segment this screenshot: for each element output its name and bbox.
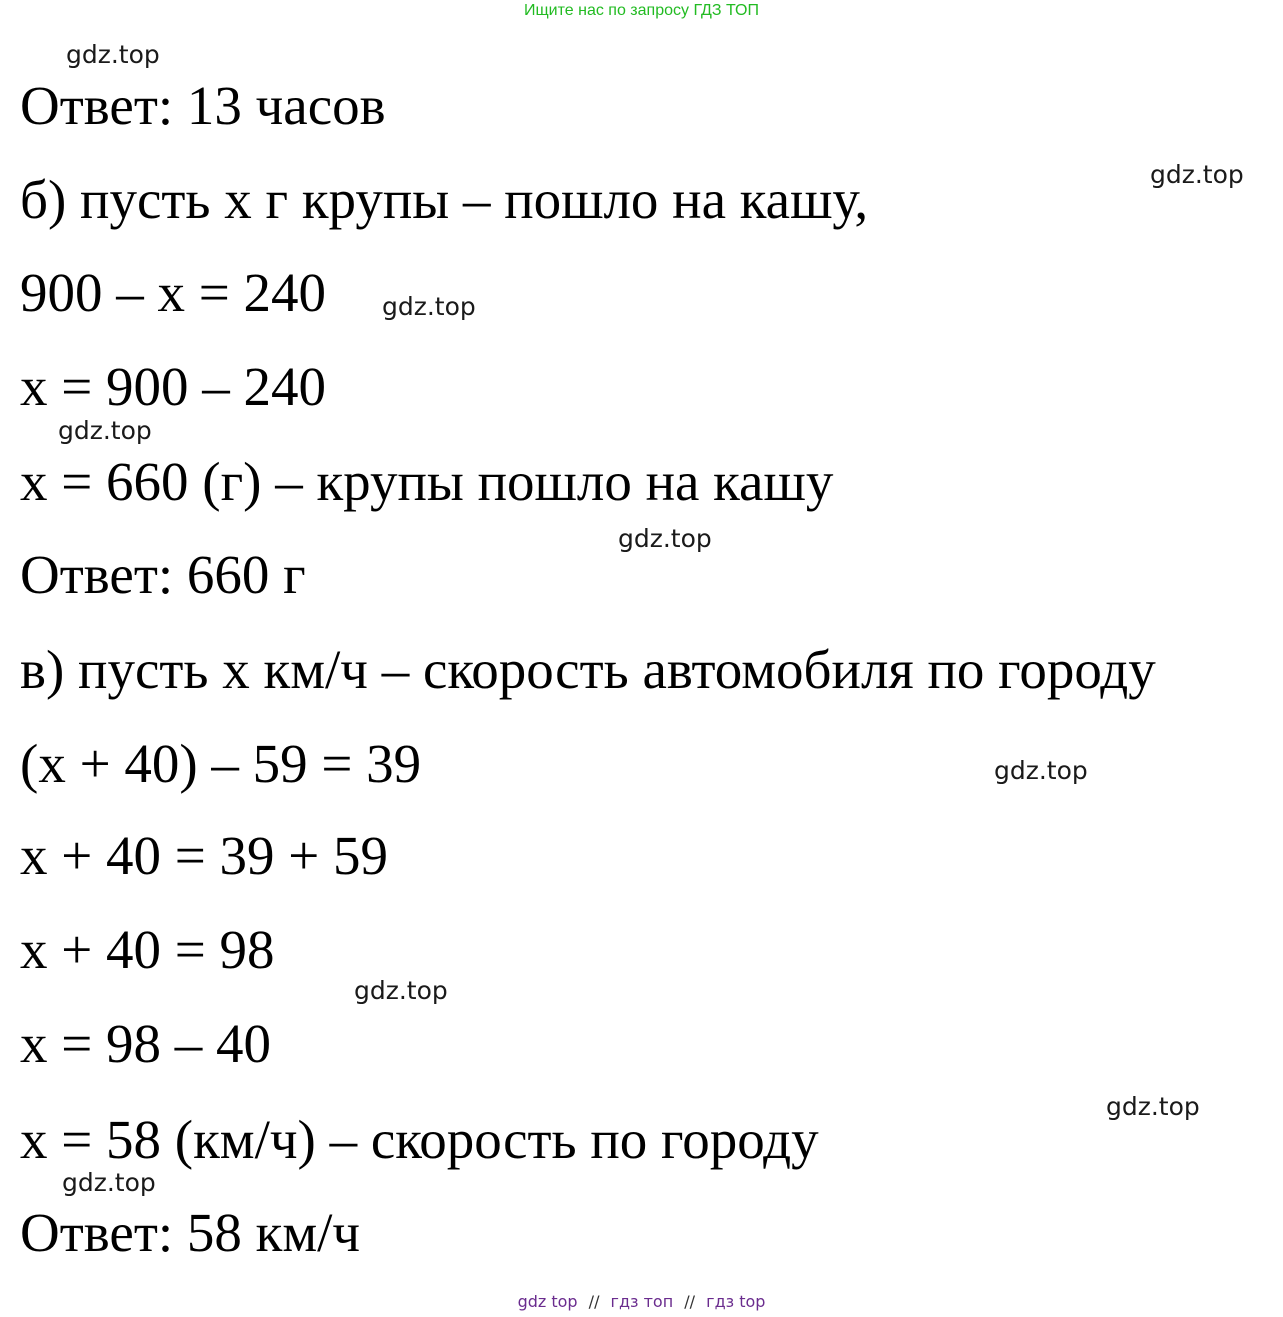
watermark: gdz.top bbox=[1106, 1092, 1200, 1121]
solution-line: x = 98 – 40 bbox=[20, 1013, 272, 1074]
solution-line: б) пусть x г крупы – пошло на кашу, bbox=[20, 169, 869, 230]
watermark: gdz.top bbox=[618, 524, 712, 553]
watermark: gdz.top bbox=[1150, 160, 1244, 189]
footer-link-gdz-top-ru[interactable]: гдз топ bbox=[610, 1292, 674, 1311]
solution-line: x + 40 = 98 bbox=[20, 919, 275, 980]
footer-separator: // bbox=[588, 1292, 600, 1311]
watermark: gdz.top bbox=[354, 976, 448, 1005]
solution-line: Ответ: 13 часов bbox=[20, 75, 386, 136]
solution-line: (x + 40) – 59 = 39 bbox=[20, 733, 422, 794]
watermark: gdz.top bbox=[382, 292, 476, 321]
solution-line: x = 900 – 240 bbox=[20, 356, 327, 417]
solution-line: x + 40 = 39 + 59 bbox=[20, 825, 389, 886]
watermark: gdz.top bbox=[58, 416, 152, 445]
solution-line: в) пусть x км/ч – скорость автомобиля по городу bbox=[20, 639, 1156, 700]
solution-line: 900 – x = 240 bbox=[20, 262, 327, 323]
footer-link-gdz-top-mixed[interactable]: гдз top bbox=[706, 1292, 766, 1311]
solution-line: x = 660 (г) – крупы пошло на кашу bbox=[20, 451, 834, 512]
watermark: gdz.top bbox=[66, 40, 160, 69]
top-banner: Ищите нас по запросу ГДЗ ТОП bbox=[524, 2, 759, 19]
footer-separator: // bbox=[684, 1292, 696, 1311]
solution-line: x = 58 (км/ч) – скорость по городу bbox=[20, 1109, 819, 1170]
footer-links bbox=[0, 1292, 1283, 1311]
answer-line: Ответ: 660 г bbox=[20, 544, 306, 605]
answer-line: Ответ: 58 км/ч bbox=[20, 1202, 361, 1263]
footer-link-gdz-top[interactable]: gdz top bbox=[517, 1292, 578, 1311]
watermark: gdz.top bbox=[994, 756, 1088, 785]
watermark: gdz.top bbox=[62, 1168, 156, 1197]
